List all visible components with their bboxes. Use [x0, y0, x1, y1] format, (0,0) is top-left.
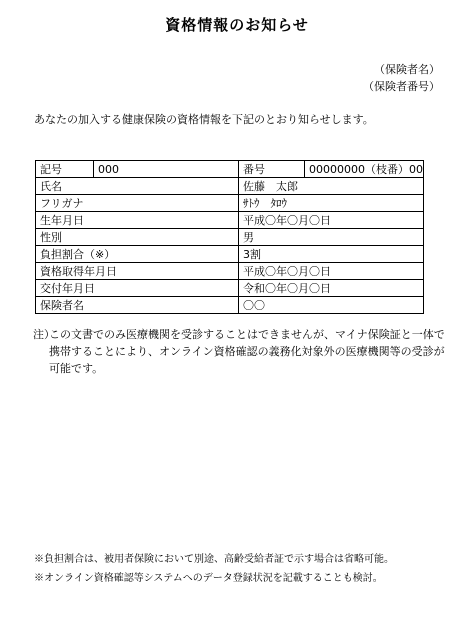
- intro-text: あなたの加入する健康保険の資格情報を下記のとおり知らせします。: [34, 113, 374, 126]
- note-section: [33, 326, 453, 377]
- note-head: 注）: [33, 328, 55, 341]
- document-title: 資格情報のお知らせ: [165, 16, 309, 34]
- row-label-name: 氏名: [36, 178, 239, 195]
- row-label-birthdate: 生年月日: [36, 212, 239, 229]
- table-row: [36, 263, 424, 280]
- row-value-birthdate: 平成〇年〇月〇日: [239, 212, 424, 229]
- row-value-sex: 男: [239, 229, 424, 246]
- symbol-value: 000: [94, 161, 239, 178]
- qualification-info-table: [35, 160, 424, 314]
- insurer-number-placeholder: （保険者番号）: [363, 80, 440, 93]
- table-row: [36, 280, 424, 297]
- row-label-insurer-name: 保険者名: [36, 297, 239, 314]
- table-row: [36, 212, 424, 229]
- row-value-burden-ratio: 3割: [239, 246, 424, 263]
- row-value-issue-date: 令和〇年〇月〇日: [239, 280, 424, 297]
- number-value: 00000000（枝番）00: [305, 161, 424, 178]
- row-label-acquisition-date: 資格取得年月日: [36, 263, 239, 280]
- row-value-furigana: ｻﾄｳ ﾀﾛｳ: [239, 195, 424, 212]
- table-row: [36, 246, 424, 263]
- insurer-name-placeholder: （保険者名）: [374, 63, 440, 76]
- table-row: [36, 161, 424, 178]
- table-row: [36, 178, 424, 195]
- row-label-burden-ratio: 負担割合（※）: [36, 246, 239, 263]
- row-value-acquisition-date: 平成〇年〇月〇日: [239, 263, 424, 280]
- row-label-issue-date: 交付年月日: [36, 280, 239, 297]
- row-value-insurer-name: 〇〇: [239, 297, 424, 314]
- symbol-label: 記号: [36, 161, 94, 178]
- footnote-online-system: ※オンライン資格確認等システムへのデータ登録状況を記載することも検討。: [34, 573, 383, 584]
- row-label-sex: 性別: [36, 229, 239, 246]
- footnote-burden-ratio: ※負担割合は、被用者保険において別途、高齢受給者証で示す場合は省略可能。: [34, 554, 394, 565]
- number-label: 番号: [239, 161, 305, 178]
- table-row: [36, 195, 424, 212]
- row-value-name: 佐藤 太郎: [239, 178, 424, 195]
- note-text: この文書でのみ医療機関を受診することはできませんが、マイナ保険証と一体で携帯することにより、オンライン資格確認の義務化対象外の医療機関等の受診が可能です。: [49, 328, 445, 375]
- table-row: [36, 297, 424, 314]
- table-row: [36, 229, 424, 246]
- row-label-furigana: フリガナ: [36, 195, 239, 212]
